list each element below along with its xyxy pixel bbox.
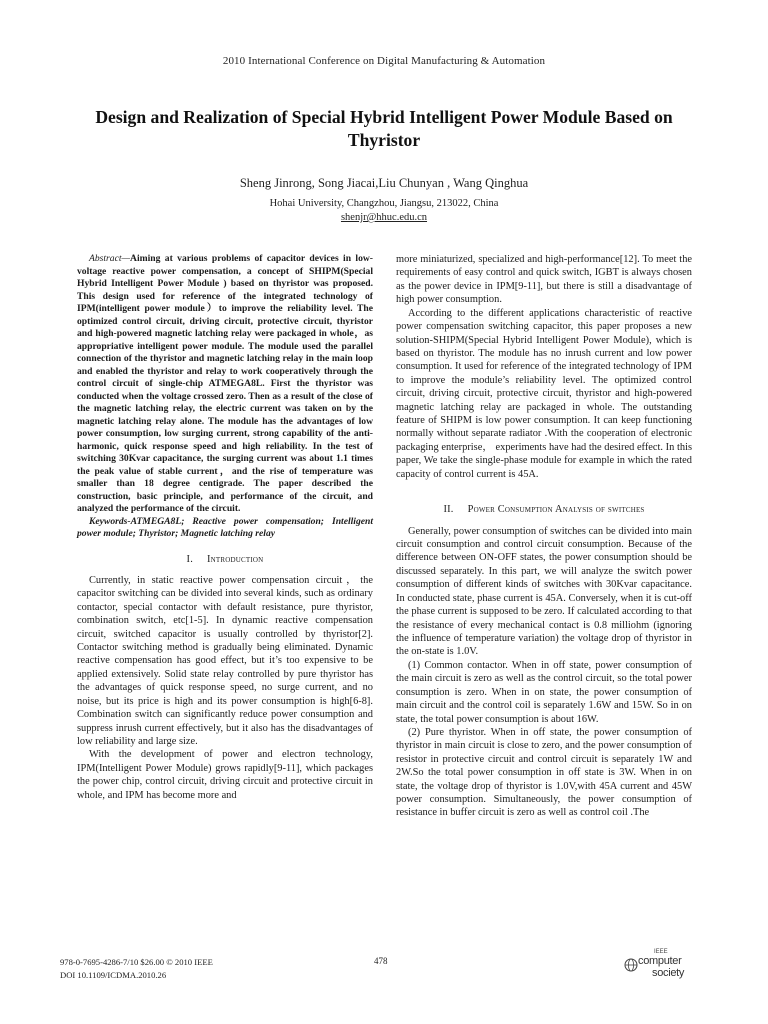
abstract-text: Aiming at various problems of capacitor devices in low-voltage reactive power compensation, a concept of SHIPM(Special Hybrid Intelligent Power Module ) based on thyristor was proposed. This design used for reference of the integrated technology of IPM(intelligent power module）to improve the reliability level. The optimized control circuit, driving circuit, protective circuit, thyristor and high-powered magnetic latching relay were packaged in whole，as appropriative intelligent power module. The module used the parallel connection of the thyristor and magnetic latching relay in the main loop and enabled the thyristor and relay to work cooperatively through the control circuit of single-chip ATMEGA8L. First the thyristor was conducted when the voltage crossed zero. Then as a result of the close of the magnetic latching relay, the electric current was taken on by the magnetic latching relay alone. The module has the advantages of low power consumption, low surging current, strong capability of the anti-harmonic, quick response speed and high reliability. In the test of switching 30Kvar capacitance, the surging current was about 1.1 times the peak value of stable current，and the rise of temperature was smaller than 18 degree centigrade. The paper described the construction, basic principle, and performance of the circuit, and analyzed the performance of the circuit. (77, 253, 373, 514)
body-paragraph: more miniaturized, specialized and high-performance[12]. To meet the requirements of easy control and quick switch, IGBT is always chosen as the power device in IPM[9-11], but there is still a disadvantage of high power consumption. (396, 254, 692, 306)
globe-icon (624, 958, 638, 972)
right-column (396, 253, 692, 820)
keywords: Keywords-ATMEGA8L; Reactive power compensation; Intelligent power module; Thyristor; Magnetic latching relay (77, 515, 373, 539)
section-title: Introduction (207, 553, 264, 565)
left-column (77, 253, 373, 802)
abstract-label: Abstract— (89, 253, 131, 264)
section-heading-power-consumption (396, 503, 692, 516)
abstract (77, 253, 373, 516)
logo-word-computer: computer (638, 955, 682, 967)
section-heading-introduction (77, 553, 373, 566)
email-link[interactable]: shenjr@hhuc.edu.cn (340, 212, 428, 223)
computer-society-logo (624, 949, 700, 983)
logo-ieee-text: IEEE (654, 949, 668, 955)
paper-title: Design and Realization of Special Hybrid Intelligent Power Module Based on Thyristor (95, 107, 673, 150)
body-paragraph: With the development of power and electron technology, IPM(Intelligent Power Module) grows rapidly[9-11], which packages the power chip, control circuit, driving circuit and protective circuit in whole, and IPM has become more and (77, 749, 373, 801)
authors: Sheng Jinrong, Song Jiacai,Liu Chunyan , Wang Qinghua (239, 176, 529, 190)
body-paragraph: Generally, power consumption of switches can be divided into main circuit consumption and control circuit consumption. Because of the difference between ON-OFF states, the power consumption should be discussed separately. In this part, we will analyze the switch power consumption of different kinds of switches with 30Kvar capacitance. In conducted state, phase current is 45A. Conversely, when it is cut-off the phase current is supposed to be zero. If calculated according to that the resistance of every mechanical contact is 0.8 milliohm (ignoring the influence of temperature variation) the voltage drop of thyristor in the on-state is 1.0V. (396, 525, 692, 658)
footer-copyright (60, 956, 213, 982)
body-paragraph: According to the different applications characteristic of reactive power compensation switching capacitor, this paper proposes a new solution-SHIPM(Special Hybrid Intelligent Power Module), which is based on thyristor. The module has no inrush current and low power consumption. It used for reference of the integrated technology of IPM to improve the module’s reliability level. The optimized control circuit, driving circuit, protective circuit, thyristor and high-powered magnetic latching relay are packaged in whole. The outstanding feature of SHIPM is low power consumption. It can keep functioning normally without separate radiator .With the cooperation of electronic packaging enterprise， experiments have had the desired effect. In this paper, We take the single-phase module for example in which the rated capacity of control current is 45A. (396, 307, 692, 480)
doi-line: DOI 10.1109/ICDMA.2010.26 (60, 970, 167, 980)
body-paragraph: (2) Pure thyristor. When in off state, the power consumption of thyristor in main circuit is close to zero, and the power consumption of resistor in protective circuit and control circuit is separately 1W and 2W.So the total power consumption in off state is 3W. When in on state, the voltage drop of thyristor is 1.0V,with 45A current and 45W power consumption. Simultaneously, the power consumption of resistance in buffer circuit is zero as well as control coil .The (396, 726, 692, 819)
isbn-line: 978-0-7695-4286-7/10 $26.00 © 2010 IEEE (60, 957, 213, 967)
section-number: II. (443, 504, 454, 516)
page-number: 478 (374, 956, 388, 966)
affiliation: Hohai University, Changzhou, Jiangsu, 213022, China (269, 198, 499, 209)
section-title: Power Consumption Analysis of switches (467, 504, 645, 516)
section-number: I. (186, 553, 194, 565)
body-paragraph: (1) Common contactor. When in off state, power consumption of the main circuit is zero as well as the control circuit, so the total power consumption is zero. When in on state, the power consumption of main circuit and the control coil is separately 1.6W and 15W. So in on state, the total power consumption is about 16W. (396, 659, 692, 725)
conference-header: 2010 International Conference on Digital Manufacturing & Automation (222, 55, 546, 67)
body-paragraph: Currently, in static reactive power compensation circuit，the capacitor switching can be divided into several kinds, such as ordinary contactor, special contactor with default resistance, pure thyristor, combination switch, etc[1-5]. In dynamic reactive compensation circuit, switched capacitor is usually controlled by thyristor[2]. Contactor switching method is gradually being eliminated. Dynamic reactive compensation has good effect, but it’s too expensive to be applied extensively. Solid state relay controlled by pure thyristor has the advantages of quick response speed, no surge current, and no noise, but its price is high and its power consumption is high[6-8]. Combination switch can significantly reduce power consumption and suppress inrush current effectively, but it also has the disadvantages of low reliability and large size. (77, 574, 373, 747)
logo-word-society: society (652, 967, 685, 979)
affiliation-block (0, 197, 768, 225)
